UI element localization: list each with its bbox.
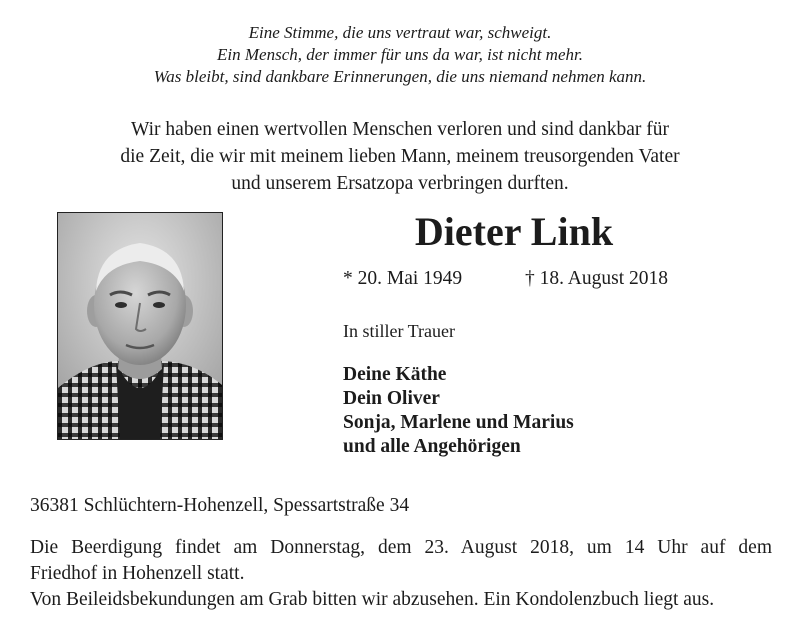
portrait-photo [57, 212, 223, 440]
family-member: Sonja, Marlene und Marius [343, 412, 574, 433]
poem-line-1: Eine Stimme, die uns vertraut war, schweigt. [248, 23, 552, 42]
intro-line-3: und unserem Ersatzopa verbringen durften. [231, 173, 569, 194]
intro-text [0, 116, 800, 197]
family-member: und alle Angehörigen [343, 436, 521, 457]
death-date: † 18. August 2018 [525, 268, 669, 289]
address: 36381 Schlüchtern-Hohenzell, Spessartstraße 34 [30, 495, 410, 516]
intro-line-2: die Zeit, die wir mit meinem lieben Mann, meinem treusorgenden Vater [120, 146, 680, 167]
funeral-notice [30, 535, 772, 613]
portrait-illustration [58, 213, 222, 439]
intro-line-1: Wir haben einen wertvollen Menschen verloren und sind dankbar für [131, 119, 669, 140]
family-member: Deine Käthe [343, 364, 447, 385]
memorial-poem [0, 22, 800, 88]
deceased-name: Dieter Link [414, 209, 614, 254]
birth-date: * 20. Mai 1949 [343, 268, 463, 289]
funeral-line-1: Die Beerdigung findet am Donnerstag, dem 23. August 2018, um 14 Uhr auf dem [30, 537, 772, 558]
poem-line-2: Ein Mensch, der immer für uns da war, ist nicht mehr. [217, 45, 583, 64]
mourning-label: In stiller Trauer [343, 321, 455, 341]
poem-line-3: Was bleibt, sind dankbare Erinnerungen, die uns niemand nehmen kann. [153, 67, 647, 86]
family-member: Dein Oliver [343, 388, 440, 409]
funeral-line-3: Von Beileidsbekundungen am Grab bitten wir abzusehen. Ein Kondolenzbuch liegt aus. [30, 589, 715, 610]
family-list [343, 363, 574, 459]
funeral-line-2: Friedhof in Hohenzell statt. [30, 563, 245, 584]
